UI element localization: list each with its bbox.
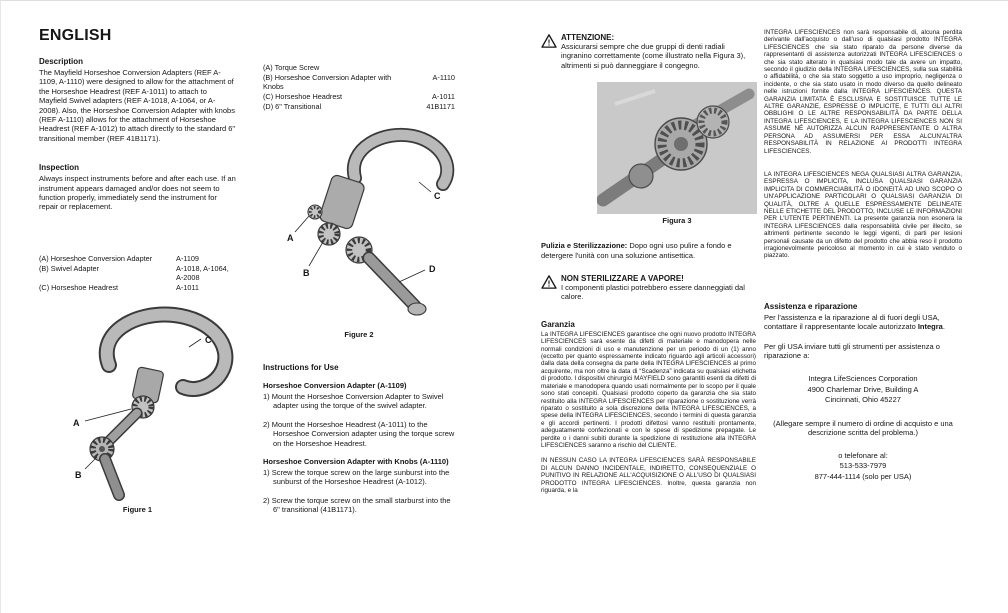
svg-text:!: !: [547, 37, 551, 48]
english-column-middle: [263, 63, 455, 524]
warning-icon: [541, 33, 561, 53]
address-line: 4900 Charlemar Drive, Building A: [807, 384, 919, 394]
italian-column-right: [764, 29, 962, 482]
phone-number-1: 513-533-7979: [839, 461, 887, 471]
figure2-callout-a: [287, 216, 309, 243]
figure1-parts-table: [39, 254, 236, 293]
part-label: (B) Horseshoe Conversion Adapter with Knobs: [263, 73, 392, 91]
address-line: Cincinnati, Ohio 45227: [825, 395, 901, 405]
assistenza-body-post: .: [942, 322, 945, 332]
pulizia-body: Dopo ogni uso pulire a fondo e detergere l'unità con una soluzione antisettica.: [541, 241, 732, 260]
garanzia-paragraph-2: IN NESSUN CASO LA INTEGRA LIFESCIENCES SARÀ RESPONSABILE DI ALCUN DANNO INCIDENTALE, INDIRETTO, CONSEQUENZIALE O PUNITIVO IN RELAZIONE ALL'ACQUISIZIONE O ALL'USO DI QUALSIASI PRODOTTO INTEGRA LIFESCIENCES. Inoltre, questa garanzia non riguarda, e la: [541, 457, 756, 494]
svg-text:C: C: [205, 334, 212, 345]
attenzione-body: Assicurarsi sempre che due gruppi di denti radiali ingranino correttamente (come illustrato nella Figura 3), altrimenti si può danneggiare il congegno.: [561, 42, 746, 70]
figure-2-illustration: [263, 120, 455, 328]
vapore-warning: [541, 274, 756, 302]
integra-brand-text: Integra: [917, 322, 943, 332]
instruction-step: 1) Mount the Horseshoe Conversion Adapter to Swivel adapter using the torque of the swivel adapter.: [263, 392, 444, 411]
address-block: [764, 374, 962, 406]
instructions-subheading-1: Horseshoe Conversion Adapter (A-1109): [263, 381, 407, 390]
part-label: (C) Horseshoe Headrest: [39, 282, 119, 292]
svg-text:A: A: [73, 417, 80, 428]
part-ref: A-1018, A-1064, A-2008: [176, 263, 229, 282]
english-column-left: [39, 27, 236, 514]
figure1-callout-b: [75, 457, 97, 480]
inspection-heading: Inspection: [39, 163, 80, 173]
part-ref: [411, 63, 455, 73]
vapore-body: I componenti plastici potrebbero essere danneggiati dal calore.: [561, 283, 745, 302]
part-ref: A-1109: [176, 253, 199, 263]
pulizia-lead: Pulizia e Sterilizzazione:: [541, 241, 628, 251]
language-heading: ENGLISH: [39, 27, 112, 44]
figure1-callout-c: [189, 335, 212, 347]
svg-text:D: D: [429, 264, 436, 274]
part-ref: A-1011: [176, 282, 199, 292]
assistenza-body-pre: Per l'assistenza e la riparazione al di fuori degli USA, contattare il rappresentante locale autorizzato: [764, 312, 940, 332]
svg-text:A: A: [287, 233, 294, 243]
garanzia-heading: Garanzia: [541, 319, 575, 329]
svg-text:!: !: [547, 278, 551, 289]
warning-icon: [541, 274, 561, 294]
part-label: (D) 6" Transitional: [263, 102, 322, 111]
table-row: [39, 264, 236, 283]
part-label: (A) Horseshoe Conversion Adapter: [39, 253, 153, 263]
figura-3-photo: [597, 82, 757, 214]
figure2-caption: Figure 2: [344, 330, 374, 339]
address-line: Integra LifeSciences Corporation: [808, 374, 918, 384]
svg-text:B: B: [303, 268, 310, 278]
figure2-callout-d: [399, 264, 436, 282]
instruction-step: 2) Screw the torque screw on the small starburst into the 6" transitional (41B1171).: [263, 495, 451, 515]
part-ref: 41B1171: [426, 102, 455, 111]
figure2-callout-b: [303, 242, 323, 278]
description-body: The Mayfield Horseshoe Conversion Adapters (REF A-1109, A-1110) were designed to allow for the attachment of the Horseshoe Headrest (REF A-1011) to attach to Mayfield Swivel adapters (REF A-1018, A-1064, or A-2008). Also, the Horseshoe Conversion Adapter with knobs (REF A-1110) allows for the attachment of Horseshoe Headrest (REF A-1012) to attach directly to the standard 6" transitional member (REF 41B1171).: [39, 68, 236, 143]
attenzione-warning: [541, 33, 756, 70]
phone-number-2: 877-444-1114 (solo per USA): [814, 471, 912, 481]
legal-paragraph-2: LA INTEGRA LIFESCIENCES NEGA QUALSIASI ALTRA GARANZIA, ESPRESSA O IMPLICITA, INCLUSA QUALSIASI GARANZIA IMPLICITA DI COMMERCIABILITÀ O IDONEITÀ AD UNO SCOPO O UN'APPLICAZIONE PARTICOLARI O QUALSIASI GARANZIA DI QUALITÀ, OLTRE A QUELLE ESPRESSAMENTE DELINEATE NELLE ETICHETTE DEL PRODOTTO, INCLUSE LE INFORMAZIONI PER L'UTENTE PERTINENTI. La presente garanzia non esonera la INTEGRA LIFESCIENCES dalla responsabilità civile per illecito, se altrimenti pertinente secondo le leggi vigenti, di parti per lesioni personali causate da un difetto del prodotto che abbia reso il prodotto irragionevolmente pericoloso al momento in cui è stato venduto o piazzato.: [764, 170, 962, 260]
vapore-heading: NON STERILIZZARE A VAPORE!: [561, 274, 684, 284]
instructions-heading: Instructions for Use: [263, 363, 339, 372]
part-ref: A-1011: [432, 92, 455, 101]
part-label: (C) Horseshoe Headrest: [263, 92, 343, 101]
order-note: (Allegare sempre il numero di ordine di acquisto e una descrizione scritta del problema.): [773, 418, 953, 438]
legal-paragraph-1: INTEGRA LIFESCIENCES non sarà responsabile di, alcuna perdita derivante dall'acquisto o dall'uso di qualsiasi prodotto INTEGRA LIFESCIENCES che sia stato riparato da persone diverse da rappresentanti di assistenza autorizzati INTEGRA LIFESCIENCES o che sia stato alterato in qualsiasi modo tale da avere un impatto, secondo il giudizio della INTEGRA LIFESCIENCES, sulla sua stabilità o affidabilità, o che sia stato soggetto a uso improprio, negligenza o incidente, o che sia stato usato in modo diverso da quello delineato nelle istruzioni fornite dalla INTEGRA LIFESCIENCES. QUESTA GARANZIA LIMITATA È ESCLUSIVA E SOSTITUISCE TUTTE LE ALTRE GARANZIE, ESPRESSE O IMPLICITE, E TUTTI GLI ALTRI OBBLIGHI O LE ALTRE RESPONSABILITÀ DA PARTE DELLA INTEGRA LIFESCIENCES, E LA INTEGRA LIFESCIENCES NON SI ASSUME NÉ AUTORIZZA ALCUN RAPPRESENTANTE O ALTRA PERSONA AD ASSUMERSI PER ESSA ALCUN'ALTRA RESPONSABILITÀ IN RELAZIONE AI PRODOTTI INTEGRA LIFESCIENCES.: [764, 29, 962, 155]
table-row: [263, 73, 455, 92]
part-label: (B) Swivel Adapter: [39, 263, 100, 273]
figure2-parts-table: [263, 63, 455, 112]
figure1-caption: Figure 1: [122, 504, 153, 514]
garanzia-paragraph-1: La INTEGRA LIFESCIENCES garantisce che ogni nuovo prodotto INTEGRA LIFESCIENCES sarà esente da difetti di materiale e manodopera nelle normali condizioni di uso e manutenzione per un periodo di un (1) anno (eccetto per quanto espressamente indicato riguardo agli articoli accessori) dalla data della consegna da parte della INTEGRA LIFESCIENCES al primo acquirente, ma non oltre la data di “Scadenza” indicata su qualsiasi etichetta di prodotto. I dispositivi chirurgici MAYFIELD sono garantiti esenti da difetti di materiale e manodopera quando usati normalmente per lo scopo per il quale sono stati concepiti. Qualsiasi prodotto coperto da garanzia che sia stato restituito alla INTEGRA LIFESCIENCES per riparazione o sostituzione verrà riparato o sostituito a sola discrezione della INTEGRA LIFESCIENCES, a spese della INTEGRA LIFESCIENCES, secondo i termini di questa garanzia e gli accordi pertinenti. I prodotti difettosi vanno restituiti prontamente, adeguatamente confezionati e con le spese di spedizione prepagate. Le perdite o i danni subiti durante la spedizione di restituzione alla INTEGRA LIFESCIENCES saranno a rischio del CLIENTE.: [541, 330, 756, 449]
instruction-step: 1) Screw the torque screw on the large sunburst into the sunburst of the Horseshoe Headrest (A-1012).: [263, 468, 450, 487]
italian-column-left: [541, 33, 756, 494]
svg-text:C: C: [434, 191, 441, 201]
assistenza-heading: Assistenza e riparazione: [764, 301, 858, 311]
phone-block: [764, 451, 962, 483]
figura3-caption: Figura 3: [662, 216, 692, 226]
table-row: [263, 102, 455, 112]
pulizia-paragraph: [541, 241, 756, 260]
table-row: [39, 283, 236, 293]
attenzione-heading: ATTENZIONE:: [561, 33, 615, 42]
assistenza-body-2: Per gli USA inviare tutti gli strumenti per assistenza o riparazione a:: [764, 341, 940, 360]
instruction-step: 2) Mount the Horseshoe Headrest (A-1011) to the Horseshoe Conversion adapter using the torque screw on the Horseshoe Headrest.: [263, 419, 455, 448]
assistenza-body-1: [764, 313, 962, 332]
part-ref: A-1110: [432, 73, 455, 82]
part-label: (A) Torque Screw: [263, 63, 320, 72]
description-heading: Description: [39, 57, 84, 66]
instructions-subheading-2: Horseshoe Conversion Adapter with Knobs (A-1110): [263, 457, 449, 467]
svg-text:B: B: [75, 469, 82, 480]
table-row: [263, 63, 455, 73]
table-row: [39, 254, 236, 264]
inspection-body: Always inspect instruments before and after each use. If an instrument appears damaged and/or does not seem to function properly, immediately send the instrument for repair or replacement.: [39, 174, 236, 212]
table-row: [263, 92, 455, 102]
figure-1-illustration: [39, 303, 236, 503]
phone-intro: o telefonare al:: [838, 450, 888, 460]
